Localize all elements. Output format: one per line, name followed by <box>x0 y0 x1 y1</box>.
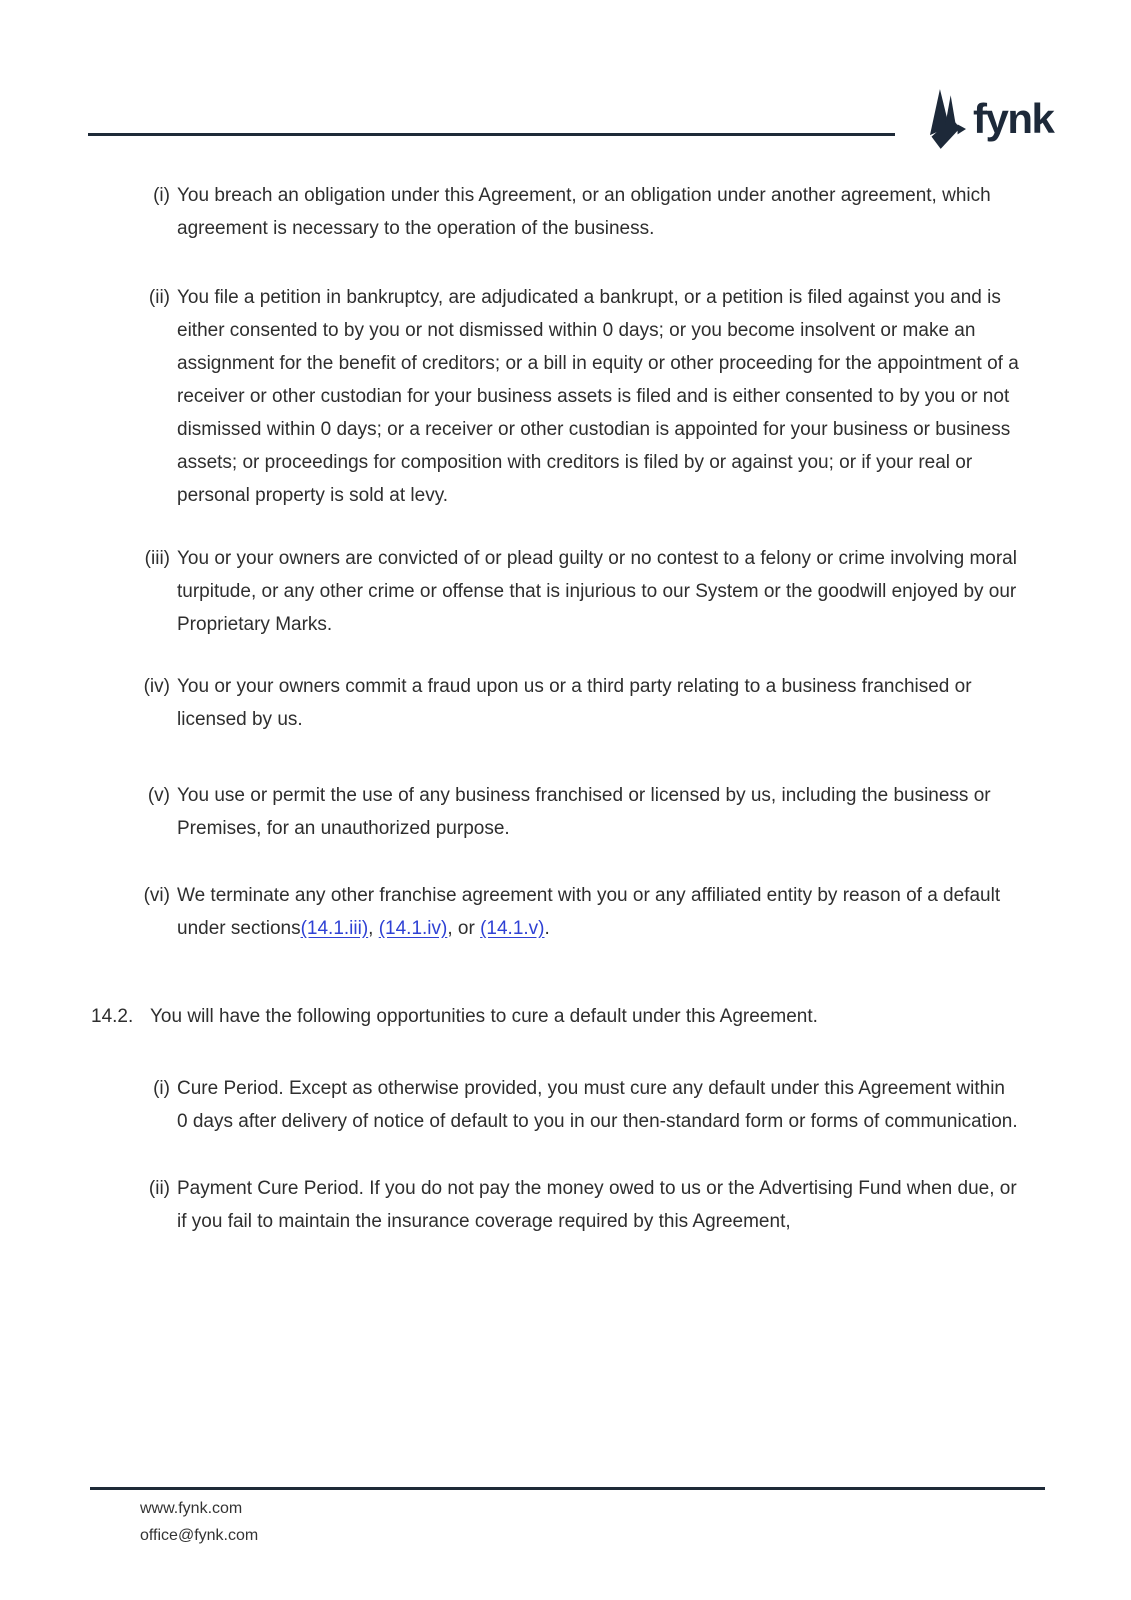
list-marker: (ii) <box>148 287 170 308</box>
list-item-14-2-ii <box>85 1172 1131 1238</box>
list-item-text <box>177 879 1020 945</box>
footer-website: www.fynk.com <box>140 1500 243 1517</box>
section-heading-14-2 <box>91 1000 1131 1033</box>
section-link-14-1-iv[interactable]: (14.1.iv) <box>378 918 448 939</box>
fynk-logo-text: fynk <box>973 95 1054 142</box>
item-vi-separator: , or <box>447 918 481 939</box>
item-vi-separator: , <box>368 918 379 939</box>
list-item-text: You or your owners commit a fraud upon us or a third party relating to a business franchised or licensed by us. <box>177 676 972 730</box>
list-marker: (iv) <box>143 676 170 697</box>
list-item-14-1-iii <box>85 542 1131 641</box>
list-marker: (i) <box>153 1078 170 1099</box>
list-item-14-2-i <box>85 1072 1131 1138</box>
list-item-text: You file a petition in bankruptcy, are adjudicated a bankrupt, or a petition is filed against you and is either consented to by you or not dismissed within 0 days; or you become insolvent or make an assignment for the benefit of creditors; or a bill in equity or other proceeding for the appointment of a receiver or other custodian for your business assets is filed and is either consented to by you or not dismissed within 0 days; or a receiver or other custodian is appointed for your business or business assets; or proceedings for composition with creditors is filed by or against you; or if your real or personal property is sold at levy. <box>177 287 1019 506</box>
section-link-14-1-iii[interactable]: (14.1.iii) <box>300 918 369 939</box>
section-link-14-1-v[interactable]: (14.1.v) <box>480 918 545 939</box>
footer-email: office@fynk.com <box>140 1527 259 1544</box>
list-item-text: You breach an obligation under this Agreement, or an obligation under another agreement, which agreement is necessary to the operation of the business. <box>177 185 991 239</box>
header-divider <box>88 133 895 136</box>
list-item-14-1-iv <box>85 670 1131 736</box>
footer <box>140 1495 258 1549</box>
fynk-bird-icon <box>920 86 966 152</box>
list-marker: (i) <box>153 185 170 206</box>
item-vi-prefix: We terminate any other franchise agreement with you or any affiliated entity by reason of a default under sections <box>177 885 1001 939</box>
list-item-text: You or your owners are convicted of or plead guilty or no contest to a felony or crime involving moral turpitude, or any other crime or offense that is injurious to our System or the goodwill enjoyed by our Proprietary Marks. <box>177 548 1017 635</box>
list-item-14-1-vi <box>85 879 1131 945</box>
list-item-text: Payment Cure Period. If you do not pay the money owed to us or the Advertising Fund when due, or if you fail to maintain the insurance coverage required by this Agreement, <box>177 1178 1017 1232</box>
footer-divider <box>90 1487 1045 1490</box>
list-item-text: Cure Period. Except as otherwise provided, you must cure any default under this Agreement within 0 days after delivery of notice of default to you in our then-standard form or forms of communication. <box>177 1078 1018 1132</box>
document-body <box>0 179 1131 1238</box>
list-marker: (vi) <box>143 885 170 906</box>
section-number: 14.2. <box>91 1006 134 1027</box>
section-text: You will have the following opportunities to cure a default under this Agreement. <box>150 1006 818 1027</box>
list-item-text: You use or permit the use of any business franchised or licensed by us, including the business or Premises, for an unauthorized purpose. <box>177 785 991 839</box>
fynk-logo <box>920 86 1053 152</box>
list-item-14-1-i <box>85 179 1131 245</box>
list-item-14-1-ii <box>85 281 1131 512</box>
list-item-14-1-v <box>85 779 1131 845</box>
list-marker: (v) <box>147 785 170 806</box>
list-marker: (iii) <box>144 548 170 569</box>
list-marker: (ii) <box>148 1178 170 1199</box>
item-vi-suffix: . <box>544 918 550 939</box>
